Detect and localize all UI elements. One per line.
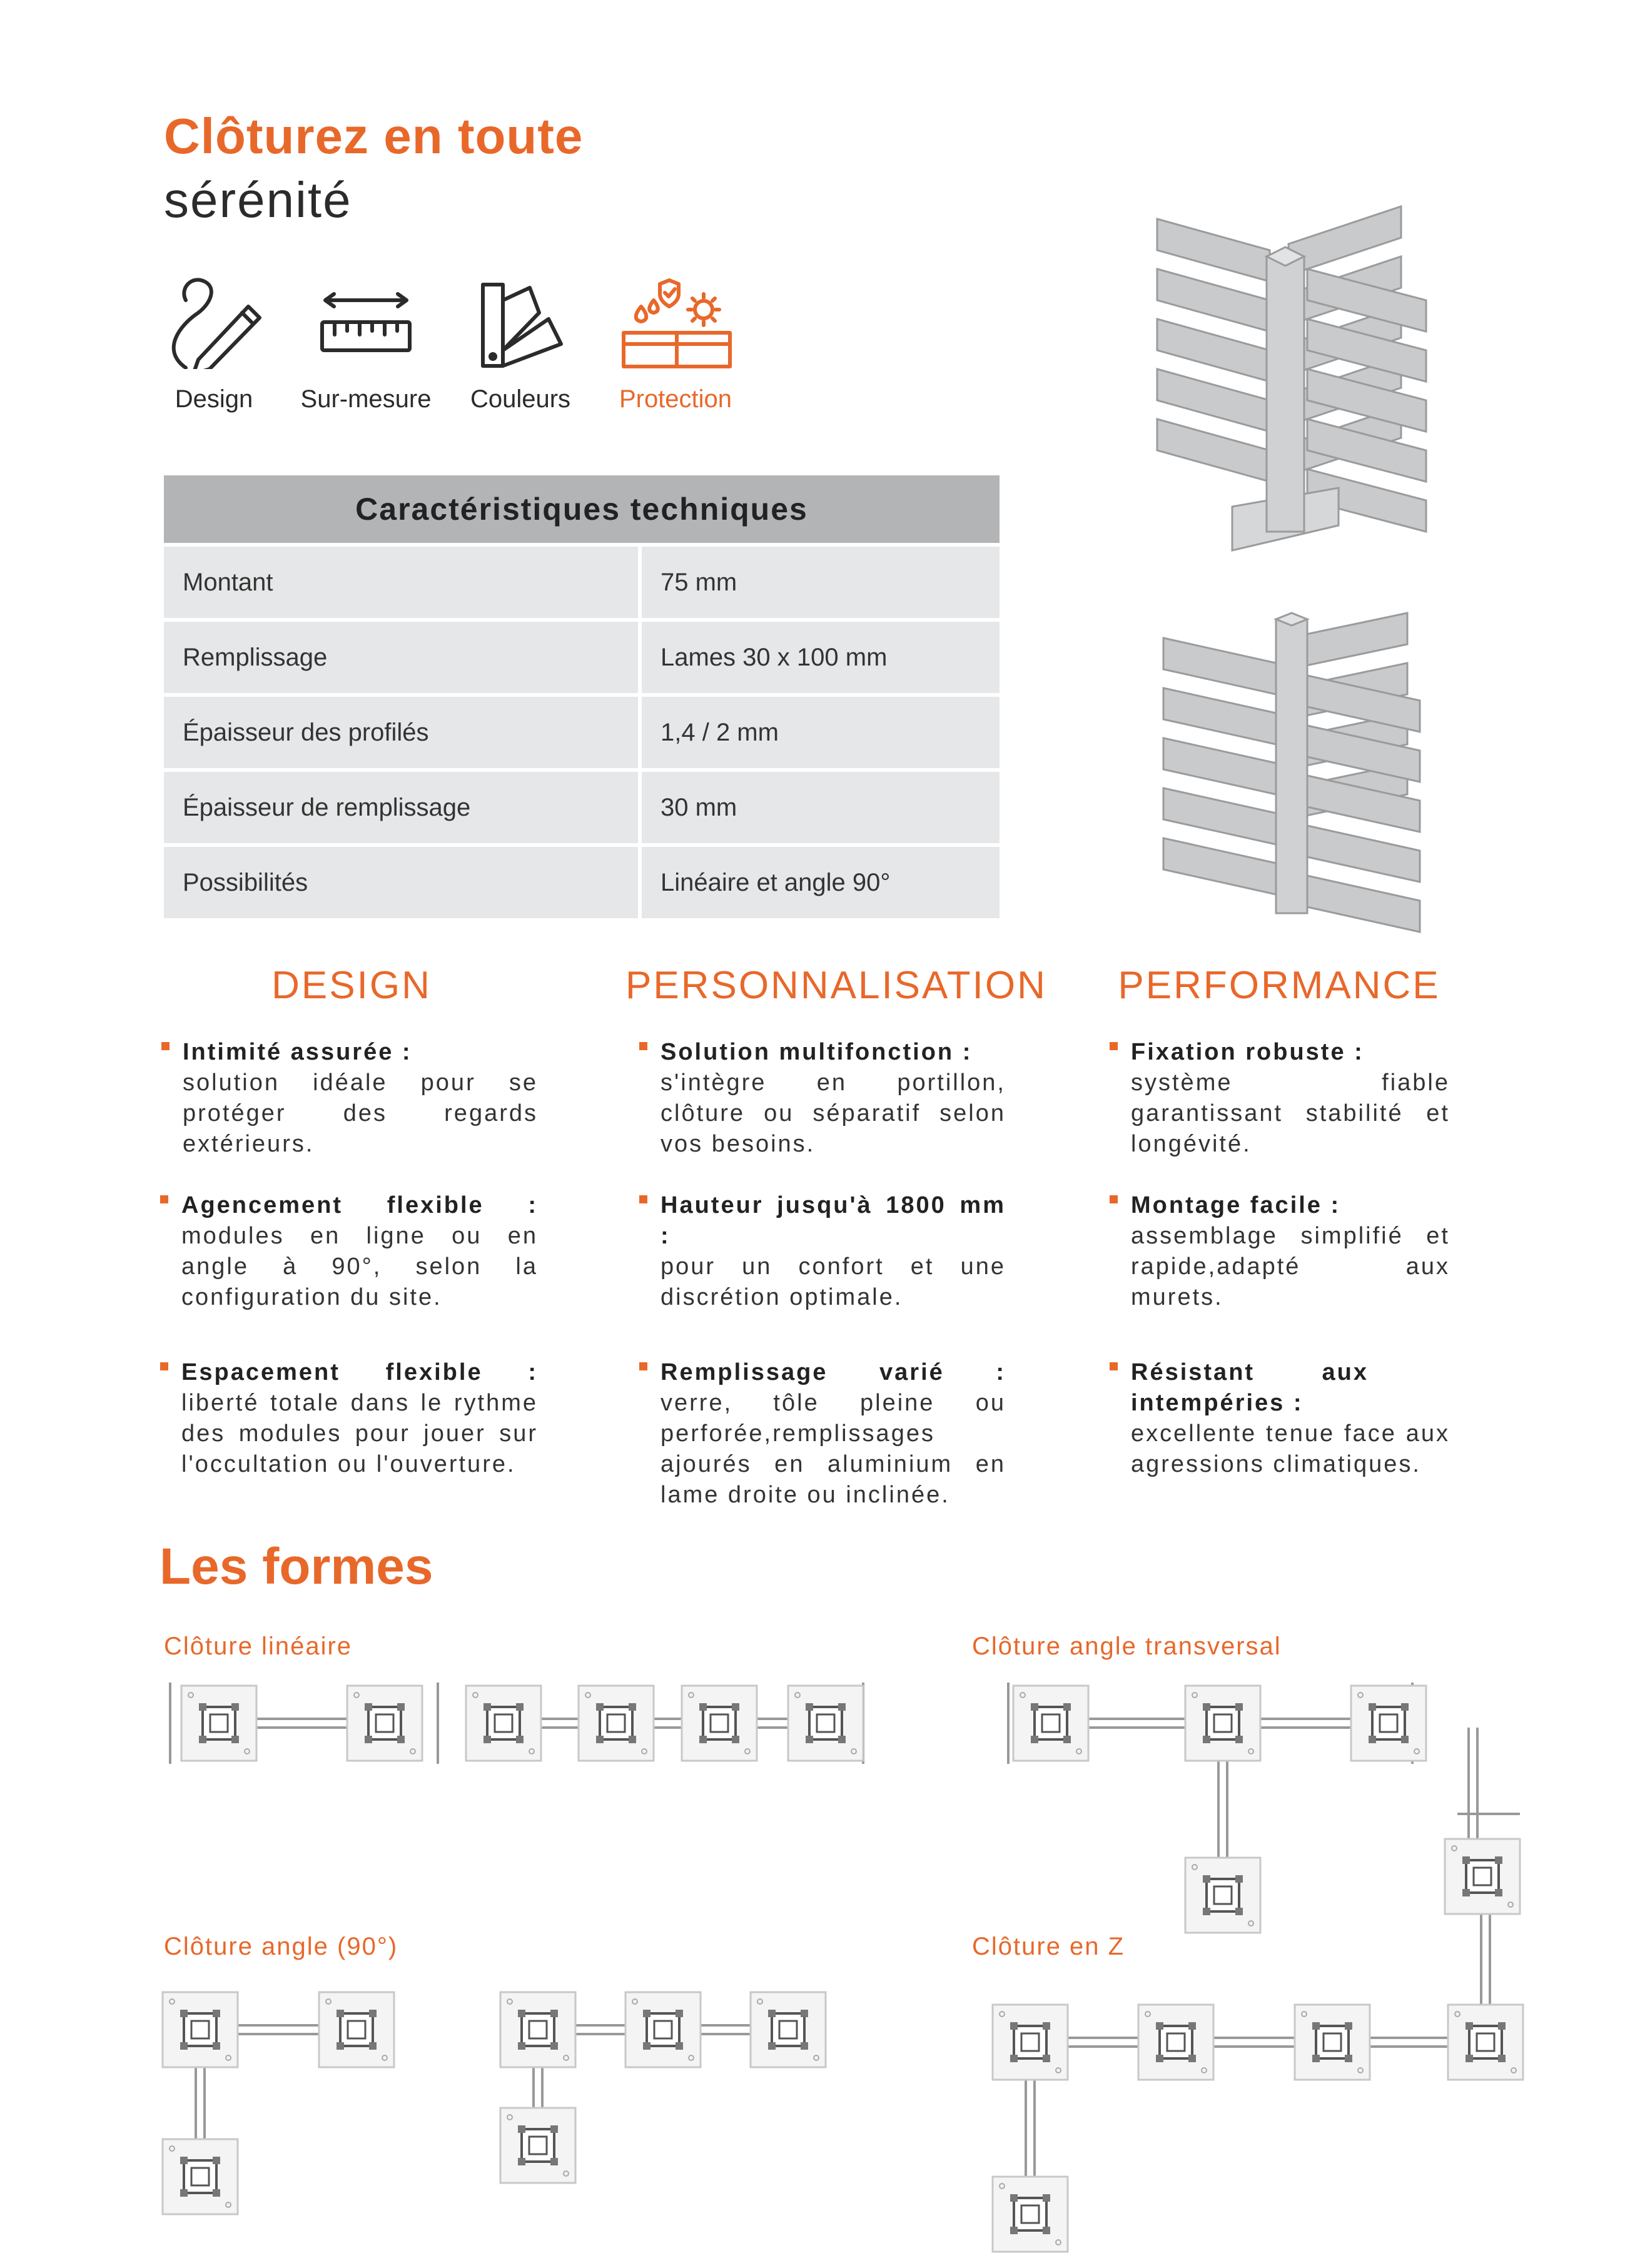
feature-label: Couleurs	[470, 385, 571, 413]
design-icon	[161, 275, 267, 369]
item-desc: pour un confort et une discrétion optimale.	[661, 1253, 1006, 1310]
table-row	[164, 622, 1000, 693]
item-desc: assemblage simplifié et rapide,adapté aux murets.	[1131, 1223, 1450, 1310]
list-item	[183, 1037, 538, 1160]
bullet	[160, 1195, 168, 1203]
item-title: Agencement flexible :	[181, 1192, 538, 1218]
item-desc: solution idéale pour se protéger des regards extérieurs.	[183, 1070, 538, 1157]
bullet	[639, 1042, 647, 1050]
page-subtitle: sérénité	[164, 172, 352, 228]
bullet	[1110, 1362, 1118, 1370]
specs-table	[164, 475, 1000, 918]
spec-value: 1,4 / 2 mm	[642, 697, 1000, 768]
list-item	[1131, 1037, 1450, 1160]
spec-label: Épaisseur de remplissage	[164, 772, 638, 843]
item-title: Intimité assurée :	[183, 1039, 412, 1065]
list-item	[661, 1190, 1006, 1313]
page-title: Clôturez en toute	[164, 108, 584, 164]
spec-value: 75 mm	[642, 547, 1000, 618]
spec-label: Remplissage	[164, 622, 638, 693]
item-title: Hauteur jusqu'à 1800 mm :	[661, 1192, 1006, 1249]
item-title: Montage facile :	[1131, 1192, 1341, 1218]
table-row	[164, 847, 1000, 918]
item-desc: excellente tenue face aux agressions climatiques.	[1131, 1420, 1450, 1477]
bullet	[161, 1042, 170, 1050]
feature-design	[148, 275, 280, 413]
bullet	[1110, 1042, 1118, 1050]
feature-couleurs	[455, 275, 586, 413]
bullet	[1110, 1195, 1118, 1203]
spec-label: Épaisseur des profilés	[164, 697, 638, 768]
shape-label-linear: Clôture linéaire	[164, 1633, 353, 1660]
spec-value: Lames 30 x 100 mm	[642, 622, 1000, 693]
fence-linear-illustration	[1157, 600, 1439, 938]
list-item	[181, 1357, 538, 1480]
list-item	[661, 1037, 1006, 1160]
spec-value: Linéaire et angle 90°	[642, 847, 1000, 918]
item-title: Fixation robuste :	[1131, 1039, 1364, 1065]
table-row	[164, 697, 1000, 768]
item-title: Solution multifonction :	[661, 1039, 973, 1065]
item-title: Espacement flexible :	[181, 1359, 538, 1385]
spec-label: Possibilités	[164, 847, 638, 918]
item-desc: liberté totale dans le rythme des modules pour jouer sur l'occultation ou l'ouverture.	[181, 1390, 538, 1477]
fence-angle-illustration	[1151, 200, 1439, 575]
shapes-title: Les formes	[159, 1538, 433, 1595]
item-desc: verre, tôle pleine ou perforée,remplissages ajourés en aluminium en lame droite ou inclinée.	[661, 1390, 1006, 1508]
specs-title: Caractéristiques techniques	[164, 475, 1000, 543]
spec-value: 30 mm	[642, 772, 1000, 843]
list-item	[1131, 1357, 1450, 1480]
item-desc: s'intègre en portillon, clôture ou séparatif selon vos besoins.	[661, 1070, 1006, 1157]
list-item	[661, 1357, 1006, 1511]
feature-label: Protection	[619, 385, 732, 413]
performance-heading: PERFORMANCE	[1118, 964, 1440, 1007]
bullet	[639, 1195, 647, 1203]
feature-protection	[610, 275, 741, 413]
item-desc: système fiable garantissant stabilité et longévité.	[1131, 1070, 1450, 1157]
personnalisation-heading: PERSONNALISATION	[625, 964, 1047, 1007]
protection-icon	[616, 275, 735, 369]
bullet	[639, 1362, 647, 1370]
shape-label-z: Clôture en Z	[972, 1933, 1125, 1960]
bullet	[160, 1362, 168, 1370]
color-swatch-icon	[467, 275, 574, 369]
ruler-icon	[313, 275, 419, 369]
shape-label-transversal: Clôture angle transversal	[972, 1633, 1282, 1660]
list-item	[181, 1190, 538, 1313]
feature-label: Sur-mesure	[300, 385, 432, 413]
feature-sur-mesure	[300, 275, 432, 413]
item-title: Résistant aux intempéries :	[1131, 1359, 1369, 1416]
item-title: Remplissage varié :	[661, 1359, 1006, 1385]
table-row	[164, 547, 1000, 618]
spec-label: Montant	[164, 547, 638, 618]
feature-label: Design	[175, 385, 253, 413]
table-row	[164, 772, 1000, 843]
item-desc: modules en ligne ou en angle à 90°, selon la configuration du site.	[181, 1223, 538, 1310]
list-item	[1131, 1190, 1450, 1313]
design-heading: DESIGN	[271, 964, 432, 1007]
shape-label-angle90: Clôture angle (90°)	[164, 1933, 398, 1960]
